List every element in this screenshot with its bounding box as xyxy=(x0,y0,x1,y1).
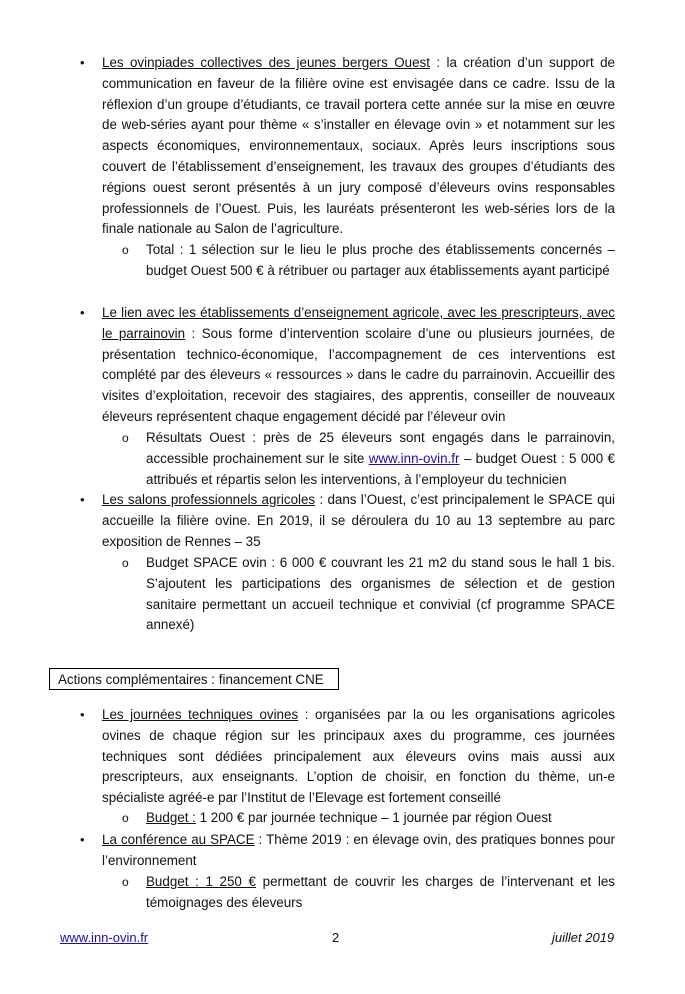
paragraph-lead: Les salons professionnels agricoles xyxy=(102,492,316,507)
paragraph-text: : Thème 2019 : en élevage ovin, des pratiques bonnes pour l’environnement xyxy=(102,832,615,868)
paragraph-text: : la création d’un support de communication en faveur de la filière ovine est envisagée dans ce cadre. Issu de la réflexion d’un groupe d’étudiants, ce travail portera cette année sur la mise en œuvre de web-séries ayant pour thème « s’installer en élevage ovin » et notamment sur les aspects économiques, environnementaux, sociaux. Après leurs inscriptions sous couvert de l’établissement d’enseignement, les travaux des groupes d’étudiants des régions ouest seront présentés à un jury composé d’éleveurs ovins responsables professionnels de l’Ouest. Puis, les lauréats présenteront les web-séries lors de la finale nationale au Salon de l’agriculture. xyxy=(102,55,615,237)
sub-text: 1 200 € par journée technique – 1 journée par région Ouest xyxy=(195,810,552,825)
paragraph-lead: La conférence au SPACE xyxy=(102,832,255,847)
footer-website-link[interactable]: www.inn-ovin.fr xyxy=(60,930,149,945)
paragraph-lead: Le lien avec les établissements d’enseignement agricole, avec les prescripteurs, avec le parrainovin xyxy=(102,305,615,341)
sub-text-after: – budget Ouest : 5 000 € attribués et répartis selon les interventions, à l’employeur du technicien xyxy=(146,450,615,487)
paragraph-lead: Les journées techniques ovines xyxy=(102,707,299,722)
sub-bullet-marker: o xyxy=(122,431,129,445)
sub-paragraph-budget-conference xyxy=(146,872,615,914)
paragraph-ovinpiades xyxy=(102,53,615,240)
bullet-marker: • xyxy=(80,55,85,70)
paragraph-text: : organisées par la ou les organisations agricoles ovines de chaque région sur les principaux axes du programme, ces journées techniques sont dédiées principalement aux éleveurs ovins mais aussi aux prescripteurs, aux enseignants. L’option de choisir, en fonction du thème, un-e spécialiste agréé-e par l’Institut de l’Elevage est fortement conseillé xyxy=(102,707,615,806)
sub-bullet-marker: o xyxy=(122,811,129,825)
sub-paragraph-total: Total : 1 sélection sur le lieu le plus proche des établissements concernés – budget Ouest 500 € à rétribuer ou partager aux établissements ayant participé xyxy=(146,242,615,278)
sub-text-before: Résultats Ouest : près de 25 éleveurs sont engagés dans le parrainovin, accessible prochainement sur le site xyxy=(146,430,615,466)
sub-bullet-marker: o xyxy=(122,875,129,889)
sub-paragraph-resultats xyxy=(146,428,615,490)
bullet-marker: • xyxy=(80,305,85,320)
paragraph-journees xyxy=(102,705,615,809)
paragraph-text: : dans l’Ouest, c’est principalement le SPACE qui accueille la filière ovine. En 2019, il se déroulera du 10 au 13 septembre au parc exposition de Rennes – 35 xyxy=(102,492,615,549)
sub-bullet-marker: o xyxy=(122,556,129,570)
page-number: 2 xyxy=(332,930,340,945)
sub-text: permettant de couvrir les charges de l’intervenant et les témoignages des éleveurs xyxy=(146,874,615,910)
sub-paragraph-budget-journees xyxy=(146,808,615,829)
section-heading-box: Actions complémentaires : financement CNE xyxy=(49,668,339,690)
sub-bullet-marker: o xyxy=(122,243,129,257)
paragraph-conference xyxy=(102,830,615,872)
bullet-marker: • xyxy=(80,707,85,722)
bullet-marker: • xyxy=(80,492,85,507)
bullet-marker: • xyxy=(80,832,85,847)
paragraph-salons xyxy=(102,490,615,552)
paragraph-text: : Sous forme d’intervention scolaire d’une ou plusieurs journées, de présentation technico-économique, l’accompagnement de ces interventions est complété par des éleveurs « ressources » dans le cadre du parrainovin. Accueillir des visites d’exploitation, recevoir des stagiaires, des apprentis, conseiller de nouveaux éleveurs représentent chaque engagement décidé par l’éleveur ovin xyxy=(102,325,615,424)
website-link[interactable]: www.inn-ovin.fr xyxy=(368,450,460,466)
footer-date: juillet 2019 xyxy=(552,930,615,945)
sub-lead: Budget : xyxy=(146,810,196,825)
sub-paragraph-budget-space: Budget SPACE ovin : 6 000 € couvrant les 21 m2 du stand sous le hall 1 bis. S’ajoutent les participations des organismes de sélection et de gestion sanitaire permettant un accueil technique et convivial (cf programme SPACE annexé) xyxy=(146,555,615,633)
paragraph-etablissements xyxy=(102,303,615,428)
sub-lead: Budget : 1 250 € xyxy=(146,874,256,889)
paragraph-lead: Les ovinpiades collectives des jeunes bergers Ouest xyxy=(102,55,430,70)
